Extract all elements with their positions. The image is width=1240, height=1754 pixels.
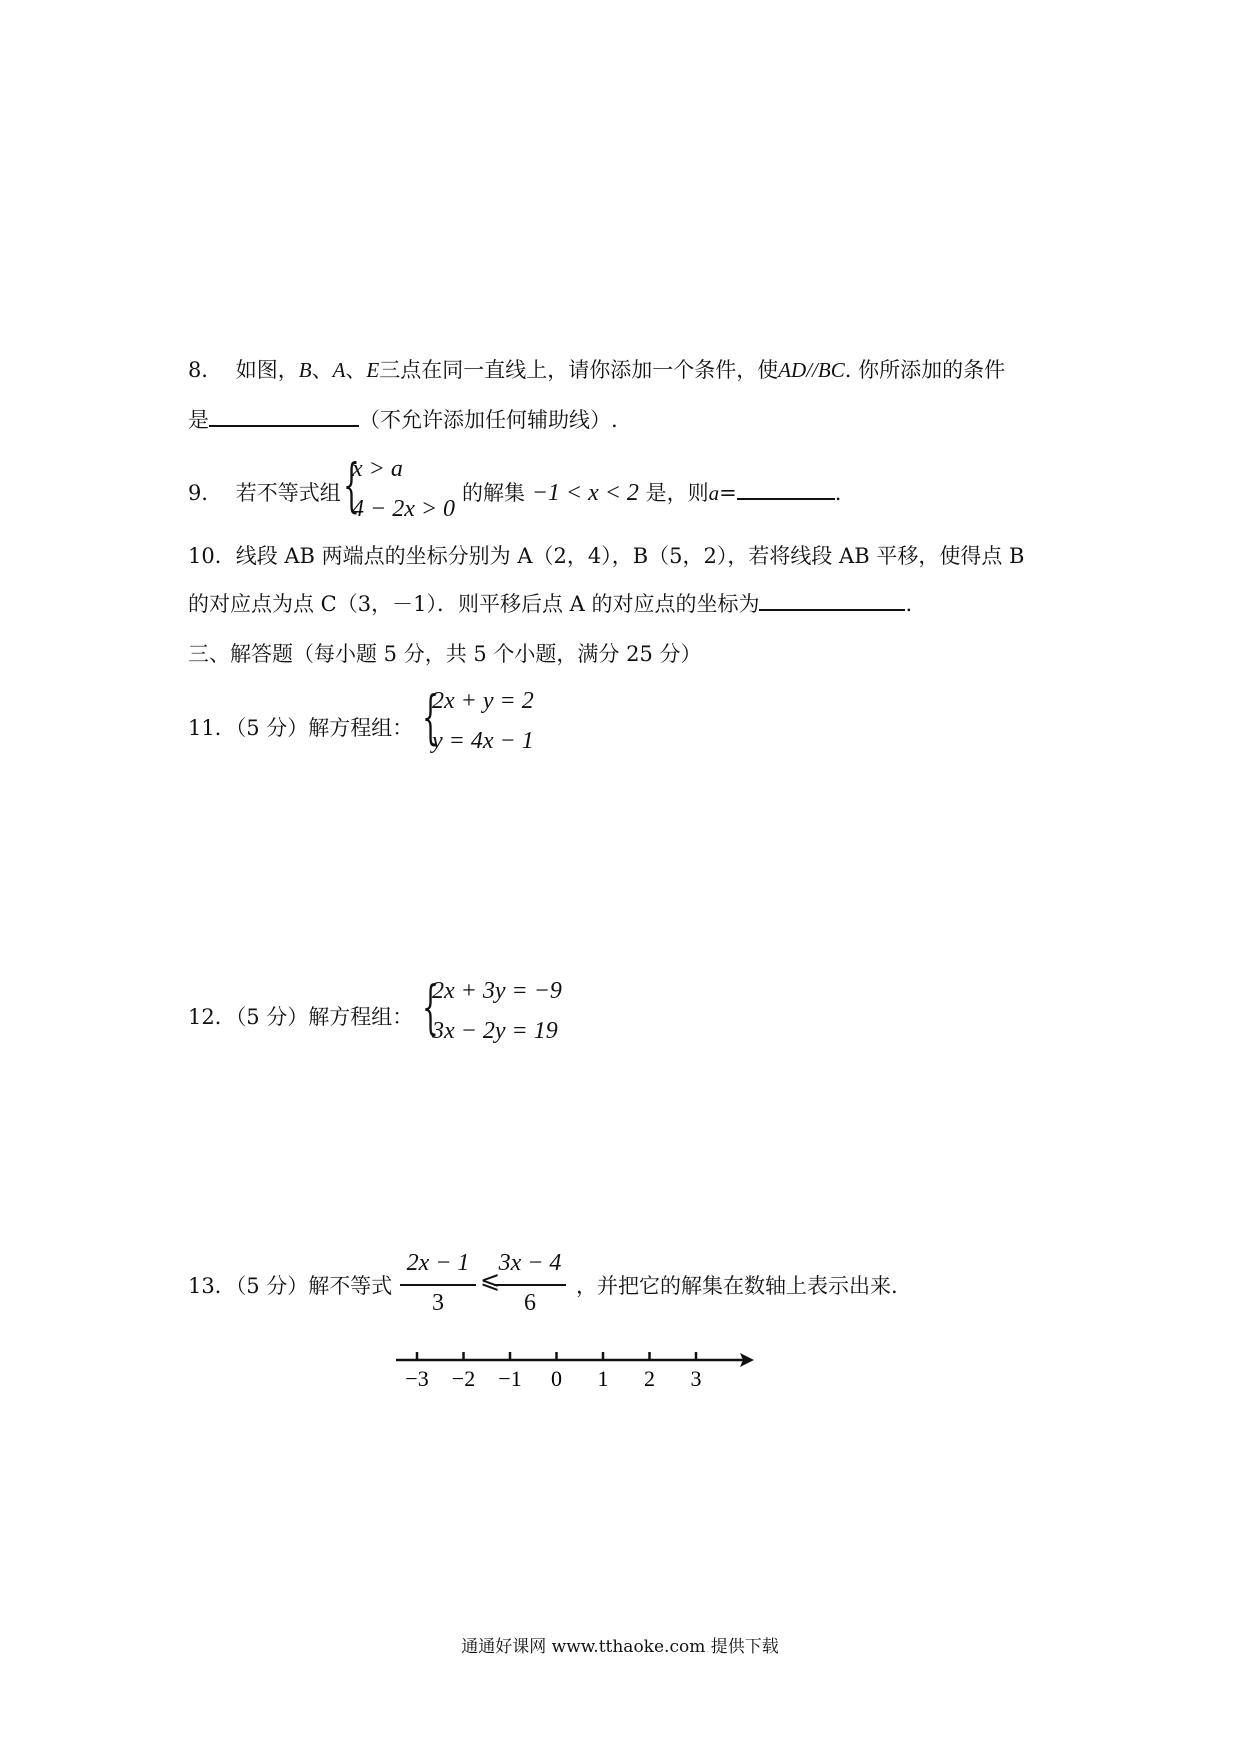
less-equal-sign: ⩽ — [480, 1268, 501, 1294]
question-10-line-1: 10．线段 AB 两端点的坐标分别为 A（2，4），B（5，2），若将线段 AB 平移，使得点 B — [188, 544, 1025, 568]
left-brace: { — [343, 451, 360, 519]
question-9-prefix: 9． 若不等式组 — [188, 481, 341, 505]
fraction-bar — [494, 1284, 566, 1286]
number-line-tick-label: 1 — [597, 1366, 609, 1391]
answer-blank-9[interactable] — [737, 478, 835, 500]
number-line-tick-label: −1 — [498, 1366, 522, 1391]
number-line[interactable] — [380, 1330, 780, 1400]
number-line-tick-label: −2 — [451, 1366, 476, 1391]
question-12-label: 12．（5 分）解方程组： — [188, 1005, 414, 1029]
left-brace: { — [422, 973, 439, 1041]
question-13-suffix: ，并把它的解集在数轴上表示出来. — [576, 1274, 898, 1298]
number-line-tick-label: 3 — [690, 1366, 702, 1391]
question-11-label: 11．（5 分）解方程组： — [188, 716, 414, 740]
footer: 通通好课网 www.tthaoke.com 提供下载 — [461, 1637, 779, 1657]
question-9-suffix: 的解集 −1 < x < 2 是，则a= . — [462, 480, 842, 506]
number-line-tick-label: −3 — [405, 1366, 429, 1391]
question-13-label: 13．（5 分）解不等式 — [188, 1274, 393, 1298]
answer-blank-10[interactable] — [759, 589, 905, 611]
question-8-line-2: 是 （不允许添加任何辅助线）. — [188, 404, 618, 434]
question-10-line-2: 的对应点为点 C（3，－1）．则平移后点 A 的对应点的坐标为 . — [188, 588, 912, 618]
number-line-tick-label: 0 — [551, 1366, 562, 1391]
left-brace: { — [422, 683, 439, 751]
fraction-bar — [400, 1284, 476, 1286]
number-line-tick-label: 2 — [644, 1366, 655, 1391]
section-heading: 三、解答题（每小题 5 分，共 5 个小题，满分 25 分） — [188, 642, 702, 666]
question-8-line-1: 8． 如图，B、A、E三点在同一直线上，请你添加一个条件，使AD//BC. 你所添加的条件 — [188, 358, 1006, 382]
answer-blank-8[interactable] — [209, 405, 359, 427]
